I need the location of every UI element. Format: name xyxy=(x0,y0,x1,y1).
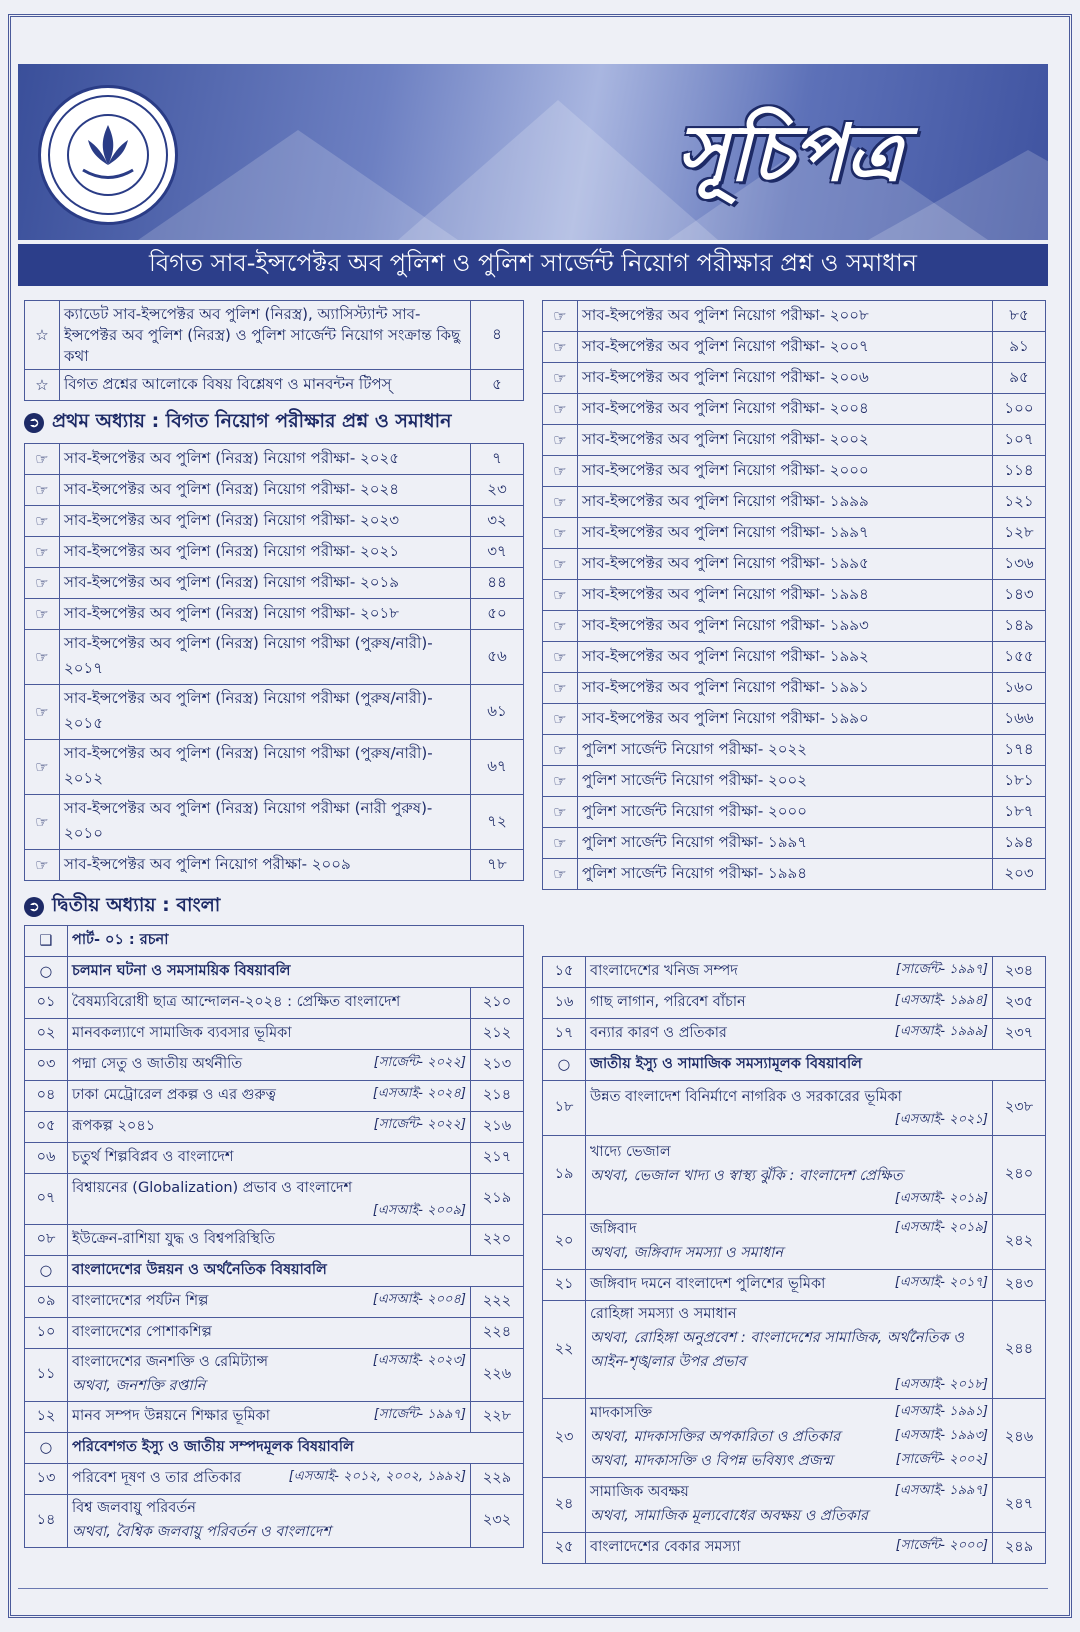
hand-icon: ☞ xyxy=(543,828,578,859)
hand-icon: ☞ xyxy=(543,766,578,797)
right-column xyxy=(542,300,1046,890)
list-item[interactable]: ☞ সাব-ইন্সপেক্টর অব পুলিশ নিয়োগ পরীক্ষা- ২০০৭ ৯১ xyxy=(543,332,1046,363)
list-item[interactable]: ☞ সাব-ইন্সপেক্টর অব পুলিশ নিয়োগ পরীক্ষা- ২০০৪ ১০০ xyxy=(543,394,1046,425)
hand-icon: ☞ xyxy=(25,444,60,475)
list-item[interactable]: ০৮ ইউক্রেন-রাশিয়া যুদ্ধ ও বিশ্বপরিস্থিতি ২২০ xyxy=(25,1225,524,1256)
chapter1-left-table xyxy=(24,443,524,881)
list-item[interactable]: ১৪ বিশ্ব জলবায়ু পরিবর্তন অথবা, বৈশ্বিক জলবায়ু পরিবর্তন ও বাংলাদেশ ২৩২ xyxy=(25,1495,524,1548)
bottom-ornament xyxy=(18,1588,1048,1601)
list-item[interactable]: ☞ সাব-ইন্সপেক্টর অব পুলিশ (নিরস্ত্র) নিয়োগ পরীক্ষা (পুরুষ/নারী)- ২০১৫ ৬১ xyxy=(25,685,524,740)
list-item[interactable]: ০২ মানবকল্যাণে সামাজিক ব্যবসার ভূমিকা ২১২ xyxy=(25,1019,524,1050)
list-item[interactable]: ০৩ পদ্মা সেতু ও জাতীয় অর্থনীতি [সার্জেন্ট- ২০২২] ২১৩ xyxy=(25,1050,524,1081)
hand-icon: ☞ xyxy=(25,740,60,795)
box-icon: ❑ xyxy=(25,926,68,957)
part-heading: ❑ পার্ট- ০১ : রচনা xyxy=(25,926,524,957)
hand-icon: ☞ xyxy=(543,394,578,425)
list-item[interactable]: ☞ সাব-ইন্সপেক্টর অব পুলিশ (নিরস্ত্র) নিয়োগ পরীক্ষা- ২০২১ ৩৭ xyxy=(25,537,524,568)
hand-icon: ☞ xyxy=(543,425,578,456)
list-item[interactable]: ☞ পুলিশ সার্জেন্ট নিয়োগ পরীক্ষা- ১৯৯৪ ২০৩ xyxy=(543,859,1046,890)
list-item[interactable]: ☞ সাব-ইন্সপেক্টর অব পুলিশ নিয়োগ পরীক্ষা- ১৯৯২ ১৫৫ xyxy=(543,642,1046,673)
list-item[interactable]: ১৮ উন্নত বাংলাদেশ বিনির্মাণে নাগরিক ও সরকারের ভূমিকা [এসআই- ২০২১] ২৩৮ xyxy=(543,1081,1046,1136)
list-item[interactable]: ☞ সাব-ইন্সপেক্টর অব পুলিশ (নিরস্ত্র) নিয়োগ পরীক্ষা- ২০২৪ ২৩ xyxy=(25,475,524,506)
hand-icon: ☞ xyxy=(25,599,60,630)
group-heading: ○ চলমান ঘটনা ও সমসাময়িক বিষয়াবলি xyxy=(25,957,524,988)
hand-icon: ☞ xyxy=(25,850,60,881)
list-item[interactable]: ☞ পুলিশ সার্জেন্ট নিয়োগ পরীক্ষা- ২০২২ ১৭৪ xyxy=(543,735,1046,766)
group-heading: ○ জাতীয় ইস্যু ও সামাজিক সমস্যামূলক বিষয়াবলি xyxy=(543,1050,1046,1081)
hand-icon: ☞ xyxy=(543,735,578,766)
circle-icon: ○ xyxy=(25,1256,68,1287)
hand-icon: ☞ xyxy=(543,487,578,518)
list-item[interactable]: ☞ পুলিশ সার্জেন্ট নিয়োগ পরীক্ষা- ১৯৯৭ ১৯৪ xyxy=(543,828,1046,859)
list-item[interactable]: ☆ ক্যাডেট সাব-ইন্সপেক্টর অব পুলিশ (নিরস্ত্র), অ্যাসিস্ট্যান্ট সাব-ইন্সপেক্টর অব পুলিশ (নিরস্ত্র) ও পুলিশ সার্জেন্ট নিয়োগ সংক্রান্ত কিছু কথা ৪ xyxy=(25,301,524,370)
list-item[interactable]: ☞ সাব-ইন্সপেক্টর অব পুলিশ (নিরস্ত্র) নিয়োগ পরীক্ষা (পুরুষ/নারী)- ২০১৭ ৫৬ xyxy=(25,630,524,685)
hand-icon: ☞ xyxy=(543,332,578,363)
list-item[interactable]: ☞ সাব-ইন্সপেক্টর অব পুলিশ (নিরস্ত্র) নিয়োগ পরীক্ষা- ২০২৫ ৭ xyxy=(25,444,524,475)
list-item[interactable]: ☞ সাব-ইন্সপেক্টর অব পুলিশ নিয়োগ পরীক্ষা- ২০০০ ১১৪ xyxy=(543,456,1046,487)
list-item[interactable]: ২৪ সামাজিক অবক্ষয় [এসআই- ১৯৯৭] অথবা, সামাজিক মূল্যবোধের অবক্ষয় ও প্রতিকার ২৪৭ xyxy=(543,1478,1046,1533)
list-item[interactable]: ☞ সাব-ইন্সপেক্টর অব পুলিশ নিয়োগ পরীক্ষা- ১৯৯৯ ১২১ xyxy=(543,487,1046,518)
chapter2-heading: ➲ দ্বিতীয় অধ্যায় : বাংলা xyxy=(24,891,524,923)
star-icon: ☆ xyxy=(25,301,60,370)
circle-icon: ○ xyxy=(25,957,68,988)
hand-icon: ☞ xyxy=(25,685,60,740)
list-item[interactable]: ☞ সাব-ইন্সপেক্টর অব পুলিশ (নিরস্ত্র) নিয়োগ পরীক্ষা- ২০১৮ ৫০ xyxy=(25,599,524,630)
list-item[interactable]: ২১ জঙ্গিবাদ দমনে বাংলাদেশ পুলিশের ভূমিকা [এসআই- ২০১৭] ২৪৩ xyxy=(543,1270,1046,1301)
hand-icon: ☞ xyxy=(543,301,578,332)
hand-icon: ☞ xyxy=(25,568,60,599)
hand-icon: ☞ xyxy=(543,580,578,611)
list-item[interactable]: ☞ সাব-ইন্সপেক্টর অব পুলিশ নিয়োগ পরীক্ষা- ২০০২ ১০৭ xyxy=(543,425,1046,456)
list-item[interactable]: ☞ সাব-ইন্সপেক্টর অব পুলিশ নিয়োগ পরীক্ষা- ১৯৯১ ১৬০ xyxy=(543,673,1046,704)
list-item[interactable]: ০৭ বিশ্বায়নের (Globalization) প্রভাব ও বাংলাদেশ [এসআই- ২০০৯] ২১৯ xyxy=(25,1174,524,1225)
list-item[interactable]: ১৯ খাদ্যে ভেজাল অথবা, ভেজাল খাদ্য ও স্বাস্থ্য ঝুঁকি : বাংলাদেশ প্রেক্ষিত [এসআই- ২০১৯] ২৪০ xyxy=(543,1136,1046,1215)
police-emblem-icon xyxy=(38,85,178,225)
list-item[interactable]: ১২ মানব সম্পদ উন্নয়নে শিক্ষার ভূমিকা [সার্জেন্ট- ১৯৯৭] ২২৮ xyxy=(25,1402,524,1433)
list-item[interactable]: ☞ সাব-ইন্সপেক্টর অব পুলিশ নিয়োগ পরীক্ষা- ১৯৯৭ ১২৮ xyxy=(543,518,1046,549)
list-item[interactable]: ☞ সাব-ইন্সপেক্টর অব পুলিশ নিয়োগ পরীক্ষা- ১৯৯৩ ১৪৯ xyxy=(543,611,1046,642)
chapter1-right-table xyxy=(542,300,1046,890)
hand-icon: ☞ xyxy=(543,611,578,642)
group-heading: ○ পরিবেশগত ইস্যু ও জাতীয় সম্পদমূলক বিষয়াবলি xyxy=(25,1433,524,1464)
hand-icon: ☞ xyxy=(543,859,578,890)
group-heading: ○ বাংলাদেশের উন্নয়ন ও অর্থনৈতিক বিষয়াবলি xyxy=(25,1256,524,1287)
list-item[interactable]: ২৩ মাদকাসক্তি [এসআই- ১৯৯১] অথবা, মাদকাসক্তির অপকারিতা ও প্রতিকার [এসআই- ১৯৯৩] অথবা, মাদকাসক্তি ও বিপন্ন ভবিষ্যৎ প্রজন্ম [সার্জেন্ট- ২০০২] ২৪৬ xyxy=(543,1399,1046,1478)
list-item[interactable]: ☆ বিগত প্রশ্নের আলোকে বিষয় বিশ্লেষণ ও মানবন্টন টিপস্ ৫ xyxy=(25,370,524,401)
list-item[interactable]: ০৯ বাংলাদেশের পর্যটন শিল্প [এসআই- ২০০৪] ২২২ xyxy=(25,1287,524,1318)
chapter2-right-table xyxy=(542,956,1046,1564)
list-item[interactable]: ০৫ রূপকল্প ২০৪১ [সার্জেন্ট- ২০২২] ২১৬ xyxy=(25,1112,524,1143)
list-item[interactable]: ১৭ বন্যার কারণ ও প্রতিকার [এসআই- ১৯৯৯] ২৩৭ xyxy=(543,1019,1046,1050)
list-item[interactable]: ১৫ বাংলাদেশের খনিজ সম্পদ [সার্জেন্ট- ১৯৯৭] ২৩৪ xyxy=(543,957,1046,988)
star-icon: ☆ xyxy=(25,370,60,401)
arrow-icon: ➲ xyxy=(24,413,44,433)
list-item[interactable]: ১৬ গাছ লাগান, পরিবেশ বাঁচান [এসআই- ১৯৯৪] ২৩৫ xyxy=(543,988,1046,1019)
list-item[interactable]: ☞ সাব-ইন্সপেক্টর অব পুলিশ নিয়োগ পরীক্ষা- ২০০৮ ৮৫ xyxy=(543,301,1046,332)
hand-icon: ☞ xyxy=(25,630,60,685)
list-item[interactable]: ☞ সাব-ইন্সপেক্টর অব পুলিশ নিয়োগ পরীক্ষা- ১৯৯০ ১৬৬ xyxy=(543,704,1046,735)
list-item[interactable]: ২০ জঙ্গিবাদ [এসআই- ২০১৯] অথবা, জঙ্গিবাদ সমস্যা ও সমাধান ২৪২ xyxy=(543,1215,1046,1270)
hand-icon: ☞ xyxy=(25,506,60,537)
arrow-icon: ➲ xyxy=(24,897,44,917)
list-item[interactable]: ☞ সাব-ইন্সপেক্টর অব পুলিশ নিয়োগ পরীক্ষা- ২০০৯ ৭৮ xyxy=(25,850,524,881)
list-item[interactable]: ☞ সাব-ইন্সপেক্টর অব পুলিশ (নিরস্ত্র) নিয়োগ পরীক্ষা (পুরুষ/নারী)- ২০১২ ৬৭ xyxy=(25,740,524,795)
hand-icon: ☞ xyxy=(543,673,578,704)
list-item[interactable]: ২২ রোহিঙ্গা সমস্যা ও সমাধান অথবা, রোহিঙ্গা অনুপ্রবেশ : বাংলাদেশের সামাজিক, অর্থনৈতিক ও আইন-শৃঙ্খলার উপর প্রভাব [এসআই- ২০১৮] ২৪৪ xyxy=(543,1301,1046,1399)
hand-icon: ☞ xyxy=(543,456,578,487)
hand-icon: ☞ xyxy=(25,537,60,568)
hand-icon: ☞ xyxy=(543,549,578,580)
list-item[interactable]: ০৪ ঢাকা মেট্রোরেল প্রকল্প ও এর গুরুত্ব [এসআই- ২০২৪] ২১৪ xyxy=(25,1081,524,1112)
chapter1-heading: ➲ প্রথম অধ্যায় : বিগত নিয়োগ পরীক্ষার প্রশ্ন ও সমাধান xyxy=(24,407,524,439)
hand-icon: ☞ xyxy=(543,797,578,828)
circle-icon: ○ xyxy=(543,1050,586,1081)
list-item[interactable]: ☞ সাব-ইন্সপেক্টর অব পুলিশ (নিরস্ত্র) নিয়োগ পরীক্ষা- ২০১৯ ৪৪ xyxy=(25,568,524,599)
list-item[interactable]: ১০ বাংলাদেশের পোশাকশিল্প ২২৪ xyxy=(25,1318,524,1349)
list-item[interactable]: ☞ পুলিশ সার্জেন্ট নিয়োগ পরীক্ষা- ২০০২ ১৮১ xyxy=(543,766,1046,797)
list-item[interactable]: ১১ বাংলাদেশের জনশক্তি ও রেমিট্যান্স [এসআই- ২০২৩] অথবা, জনশক্তি রপ্তানি ২২৬ xyxy=(25,1349,524,1402)
page-subtitle: বিগত সাব-ইন্সপেক্টর অব পুলিশ ও পুলিশ সার্জেন্ট নিয়োগ পরীক্ষার প্রশ্ন ও সমাধান xyxy=(18,244,1048,286)
page-title: সূচিপত্র xyxy=(676,108,904,199)
circle-icon: ○ xyxy=(25,1433,68,1464)
intro-table xyxy=(24,300,524,401)
list-item[interactable]: ২৫ বাংলাদেশের বেকার সমস্যা [সার্জেন্ট- ২০০০] ২৪৯ xyxy=(543,1533,1046,1564)
list-item[interactable]: ☞ সাব-ইন্সপেক্টর অব পুলিশ নিয়োগ পরীক্ষা- ১৯৯৪ ১৪৩ xyxy=(543,580,1046,611)
chapter2-left-table xyxy=(24,925,524,1548)
list-item[interactable]: ☞ সাব-ইন্সপেক্টর অব পুলিশ নিয়োগ পরীক্ষা- ২০০৬ ৯৫ xyxy=(543,363,1046,394)
right-column-chapter2 xyxy=(542,956,1046,1564)
hand-icon: ☞ xyxy=(543,518,578,549)
hand-icon: ☞ xyxy=(543,642,578,673)
list-item[interactable]: ১৩ পরিবেশ দূষণ ও তার প্রতিকার [এসআই- ২০১২, ২০০২, ১৯৯২] ২২৯ xyxy=(25,1464,524,1495)
hand-icon: ☞ xyxy=(543,363,578,394)
left-column xyxy=(24,300,524,1548)
list-item[interactable]: ০১ বৈষম্যবিরোধী ছাত্র আন্দোলন-২০২৪ : প্রেক্ষিত বাংলাদেশ ২১০ xyxy=(25,988,524,1019)
hand-icon: ☞ xyxy=(25,475,60,506)
hand-icon: ☞ xyxy=(543,704,578,735)
list-item[interactable]: ☞ পুলিশ সার্জেন্ট নিয়োগ পরীক্ষা- ২০০০ ১৮৭ xyxy=(543,797,1046,828)
list-item[interactable]: ☞ সাব-ইন্সপেক্টর অব পুলিশ নিয়োগ পরীক্ষা- ১৯৯৫ ১৩৬ xyxy=(543,549,1046,580)
list-item[interactable]: ☞ সাব-ইন্সপেক্টর অব পুলিশ (নিরস্ত্র) নিয়োগ পরীক্ষা- ২০২৩ ৩২ xyxy=(25,506,524,537)
list-item[interactable]: ☞ সাব-ইন্সপেক্টর অব পুলিশ (নিরস্ত্র) নিয়োগ পরীক্ষা (নারী পুরুষ)- ২০১০ ৭২ xyxy=(25,795,524,850)
hand-icon: ☞ xyxy=(25,795,60,850)
list-item[interactable]: ০৬ চতুর্থ শিল্পবিপ্লব ও বাংলাদেশ ২১৭ xyxy=(25,1143,524,1174)
